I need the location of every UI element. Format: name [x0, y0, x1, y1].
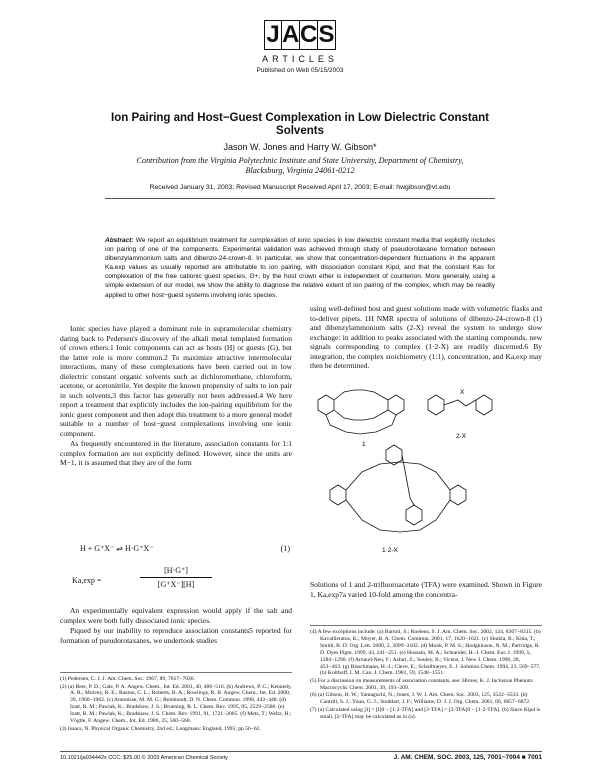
received-dates: Received January 31, 2003; Revised Manuscript Received April 17, 2003; E-mail: hwgibson@vt.edu — [149, 184, 451, 191]
footnote-5: (5) For a discussion on measurements of association constants, see: Hirose, K. J. Inclusion Phenom. Macrocyclic Chem. 2001, 39, 193−209. — [310, 677, 534, 691]
equation-denominator: [G⁺X⁻][H] — [157, 580, 195, 589]
equation-k-label: Ka,exp = — [72, 576, 102, 585]
publication-date: Published on Web 05/15/2003 — [256, 67, 344, 74]
complex-structure — [330, 445, 466, 532]
affiliation: Contribution from the Virginia Polytechnic Institute and State University, Department of Chemistry, Blacksburg, Virginia 24061-0212 — [136, 156, 464, 175]
equation-fraction — [140, 566, 212, 589]
equation-1 — [60, 538, 292, 602]
authors: Jason W. Jones and Harry W. Gibson* — [223, 142, 377, 152]
equation-numerator: [H·G⁺] — [140, 566, 212, 578]
ammonium-salt-structure — [428, 395, 492, 415]
paragraph-nmr: using well-defined host and guest solutions made with volumetric flasks and to-deliver pipets. 1H NMR spectra of solutions of dibenzo-24-crown-8 (1) and dibenzylammonium salts (2-X) reveal the system to undergo slow exchange: in addition to peaks associated with the starting compounds, new signals corresponding to complex (1·2-X) are readily discerned.6 By integration, the complex stoichiometry (1:1), concentration, and Ka,exp may then be determined. — [310, 304, 542, 370]
logo-letter-j: J — [264, 20, 282, 50]
abstract-text: We report an equilibrium treatment for complexation of ionic species in low dielectric constant media that explicitly includes ion pairing of one of the components. Experimental validation was achieved through study of pseudorotaxane formation between dibenzylammonium salts and dibenzo-24-crown-8. In particular, we show that concentration-dependent fluctuations in the apparent Ka,exp values as usually reported are attributable to ion pairing, with dissociation constant Kipd, and that the constant Kas for complexation of the free cationic guest species, G+, by the host crown ether is independent of counterion. More generally, using a simple extension of our model, we show the ability to diagnose the relative extent of ion pairing of the complex, which may be readily applied to other host−guest systems involving ionic species. — [105, 237, 495, 299]
footnote-6: (6) (a) Gibson, H. W.; Yamaguchi, N.; Jones, J. W. J. Am. Chem. Soc. 2003, 125, 3522−3533. (b) Cantrill, S. J.; Youn, G. J.; Stoddart, J. F.; Williams, D. J. J. Org. Chem. 2001, 66, 6857−6872. — [310, 692, 531, 706]
paragraph-piqued: Piqued by our inability to reproduce association constants5 reported for formation of pseudorotaxanes, we undertook studies — [60, 626, 292, 645]
footnotes-left — [60, 672, 292, 733]
left-column-continued — [60, 606, 292, 646]
left-column — [60, 324, 292, 469]
equation-number: (1) — [280, 544, 290, 553]
footnotes-right — [310, 625, 542, 721]
paragraph-equivalent: An experimentally equivalent expression would apply if the salt and complex were both fully dissociated ionic species. — [60, 606, 292, 625]
footnote-4: (4) A few exceptions include: (a) Bartoli, S.; Roelens, S. J. Am. Chem. Soc. 2002, 124, 8307−8315. (b) Kavallieratos, K.; Moyer, B. A. Chem. Commun. 2001, 17, 1620−1621. (c) Shukla, R.; Kida, T.; Smith, B. D. Org. Lett. 2000, 2, 3099−3102. (d) Monk, P. M. S.; Hodgkinson, N. M.; Partridge, R. D. Dyes Pigm. 1999, 43, 241−251. (e) Hossain, M. A.; Schneider, H.-J. Chem. Eur. J. 1999, 5, 1284−1290. (f) Arnaud-Neu, F.; Asfari, Z.; Souley, B.; Vicens, J. New J. Chem. 1996, 20, 453−463. (g) Bisschmann, H.-J.; Cleve, E.; Schollmeyer, E. J. Solution Chem. 1994, 23, 569−577. (h) Kolthoff, I. M. Can. J. Chem. 1981, 59, 1548−1551. — [310, 629, 541, 677]
structures-drawing — [310, 380, 542, 580]
footnote-7: (7) (a) Calculated using [I] = [I]0 − [1·2-TFA] and [2-TFA] = [2-TFA]0 − [1·2-TFA]. (b) Since Kipd is small, [2-TFA] may be calculated as in (a). — [310, 706, 541, 720]
right-column — [310, 304, 542, 372]
chemical-structures-figure — [310, 380, 542, 580]
logo-letter-c: C — [300, 21, 318, 48]
label-1: 1 — [362, 441, 366, 448]
footnote-2: (2) (a) Beer, P. D.; Gale, P. A. Angew. Chem., Int. Ed. 2001, 40, 486−516. (b) Andrews, P. C.; Kennedy, A. R.; Mulvey, R. E.; Raston, C. L.; Roberts, B. A.; Rowlings, R. B. Angew. Chem., Int. Ed. 2000, 39, 1960−1962. (c) Antonisse, M. M. G.; Reinhoudt, D. N. Chem. Commun. 1998, 443−448. (d) Izatt, R. M.; Pawlak, K.; Bradshaw, J. S.; Bruening, R. L. Chem. Rev. 1995, 95, 2529−2586. (e) Izatt, R. M.; Pawlak, K.; Bradshaw, J. S. Chem. Rev. 1991, 91, 1721−2085. (f) Metz, T.; Weitz, H.; Vögtle, F. Angew. Chem., Int. Ed. 1986, 25, 560−568. — [60, 683, 292, 725]
footer-doi: 10.1021/ja034442x CCC: $25.00 © 2003 American Chemical Society — [60, 755, 228, 761]
label-complex: 1·2-X — [382, 547, 398, 554]
header-divider — [105, 198, 495, 199]
masthead — [0, 20, 600, 74]
abstract — [105, 236, 495, 300]
label-2x: 2-X — [456, 433, 467, 440]
logo-letter-a: A — [282, 21, 300, 48]
footer-journal: J. AM. CHEM. SOC. 2003, 125, 7001−7004 ■ 7001 — [393, 754, 542, 761]
jacs-logo — [264, 20, 336, 50]
footnote-1: (1) Pedersen, C. J. J. Am. Chem. Soc. 1967, 89, 7017−7036. — [60, 676, 195, 682]
label-x: X — [460, 389, 465, 396]
equation-reaction: H + G⁺X⁻ ⇌ H·G⁺X⁻ — [80, 544, 154, 553]
crown-ether-structure — [318, 390, 404, 434]
paragraph-tfa: Solutions of 1 and 2-trifluoroacetate (TFA) were examined. Shown in Figure 1, Ka,exp7a varied 10-fold among the concentra- — [310, 580, 542, 599]
paragraph-assoc-constants: As frequently encountered in the literature, association constants for 1:1 complex formation are not explicitly defined. However, since the units are M−1, it is assumed that they are of the form — [60, 439, 292, 467]
abstract-label: Abstract: — [105, 237, 134, 244]
footnote-3: (3) Isaacs, N. Physical Organic Chemistry, 2nd ed.; Longmans: England, 1995; pp 56−62. — [60, 725, 261, 732]
section-label: ARTICLES — [262, 54, 338, 64]
article-title: Ion Pairing and Host−Guest Complexation in Low Dielectric Constant Solvents — [111, 112, 489, 137]
logo-letter-s: S — [318, 21, 335, 48]
paragraph-intro: Ionic species have played a dominant role in supramolecular chemistry dating back to Pedersen's discovery of the alkali metal templated formation of crown ethers.1 Ionic components can act as hosts (H) or guests (G), but the latter role is more common.2 To maximize attractive intermolecular interactions, many of these complexations have been carried out in low dielectric constant organic solvents such as dichloromethane, chloroform, acetone, or acetonitrile. Yet despite the known propensity of salts to ion pair in such solvents,3 this factor has generally not been addressed.4 We here report a treatment that explicitly includes the ion-pairing equilibrium for the ionic guest component and then adopt this treatment to a more general model suitable to a number of host−guest complexations involving one ionic component. — [60, 324, 292, 438]
footer-divider — [60, 751, 542, 752]
